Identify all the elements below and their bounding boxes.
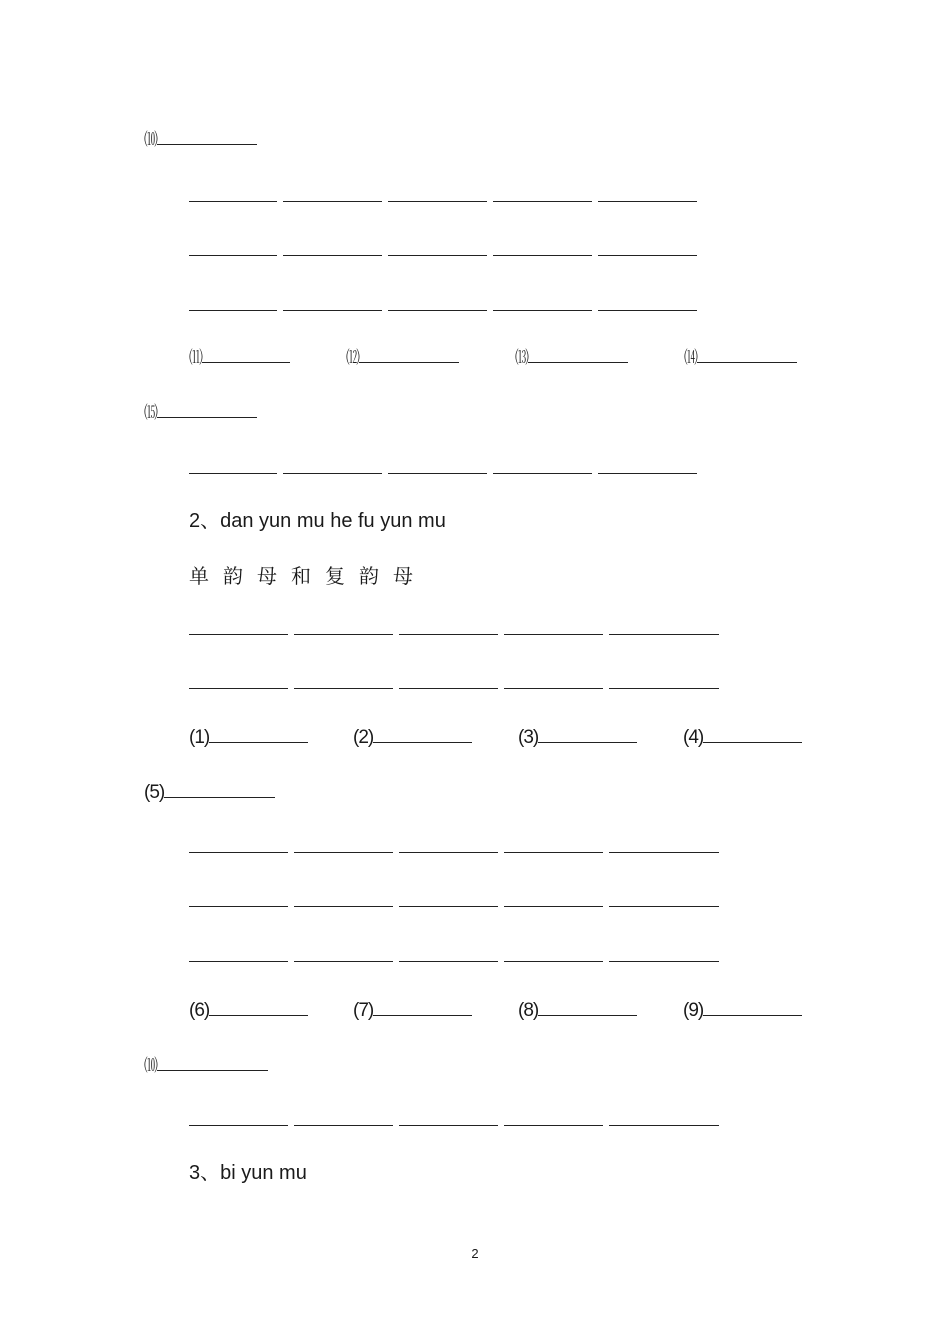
answer-blank[interactable]: [528, 344, 628, 363]
answer-blank[interactable]: [609, 943, 719, 962]
answer-blank[interactable]: [697, 344, 797, 363]
answer-blank[interactable]: [373, 724, 472, 743]
answer-blank[interactable]: [504, 888, 603, 907]
item-label: (5): [144, 782, 165, 803]
answer-blank[interactable]: [189, 616, 288, 635]
answer-blank[interactable]: [189, 888, 288, 907]
answer-blank[interactable]: [493, 455, 592, 474]
item-label: ⒀: [515, 348, 528, 367]
answer-blank[interactable]: [703, 997, 802, 1016]
answer-blank[interactable]: [609, 1107, 719, 1126]
item-label: ⒂: [144, 403, 157, 422]
answer-blank[interactable]: [609, 616, 719, 635]
answer-blank[interactable]: [598, 455, 697, 474]
answer-blank[interactable]: [504, 943, 603, 962]
answer-blank[interactable]: [504, 670, 603, 689]
item-label: (3): [518, 727, 539, 748]
item-label: ⑿: [346, 348, 359, 367]
item-label: (9): [683, 1000, 704, 1021]
answer-blank[interactable]: [189, 237, 277, 256]
answer-blank[interactable]: [493, 292, 592, 311]
item-label: ⑾: [189, 348, 202, 367]
answer-blank[interactable]: [202, 344, 290, 363]
answer-blank[interactable]: [493, 183, 592, 202]
answer-blank[interactable]: [399, 1107, 498, 1126]
answer-blank[interactable]: [538, 997, 637, 1016]
item-label: (2): [353, 727, 374, 748]
answer-blank[interactable]: [399, 888, 498, 907]
page-number: 2: [471, 1246, 479, 1261]
section-2-heading: 2、dan yun mu he fu yun mu: [189, 510, 446, 532]
answer-blank[interactable]: [157, 126, 257, 145]
answer-blank[interactable]: [388, 183, 487, 202]
answer-blank[interactable]: [609, 888, 719, 907]
answer-blank[interactable]: [157, 399, 257, 418]
answer-blank[interactable]: [504, 834, 603, 853]
answer-blank[interactable]: [399, 834, 498, 853]
answer-blank[interactable]: [283, 237, 382, 256]
answer-blank[interactable]: [399, 616, 498, 635]
answer-blank[interactable]: [598, 237, 697, 256]
answer-blank[interactable]: [189, 943, 288, 962]
answer-blank[interactable]: [504, 616, 603, 635]
answer-blank[interactable]: [189, 183, 277, 202]
answer-blank[interactable]: [294, 1107, 393, 1126]
answer-blank[interactable]: [703, 724, 802, 743]
answer-blank[interactable]: [388, 292, 487, 311]
answer-blank[interactable]: [598, 292, 697, 311]
item-label: ⑽: [144, 1056, 157, 1075]
item-label: (4): [683, 727, 704, 748]
answer-blank[interactable]: [493, 237, 592, 256]
item-label: (8): [518, 1000, 539, 1021]
item-label: ⑽: [144, 130, 157, 149]
item-label: (1): [189, 727, 210, 748]
answer-blank[interactable]: [373, 997, 472, 1016]
answer-blank[interactable]: [388, 455, 487, 474]
answer-blank[interactable]: [359, 344, 459, 363]
answer-blank[interactable]: [609, 834, 719, 853]
answer-blank[interactable]: [283, 455, 382, 474]
answer-blank[interactable]: [399, 943, 498, 962]
answer-blank[interactable]: [294, 616, 393, 635]
item-label: ⒁: [684, 348, 697, 367]
answer-blank[interactable]: [609, 670, 719, 689]
item-label: (6): [189, 1000, 210, 1021]
section-3-heading: 3、bi yun mu: [189, 1162, 307, 1184]
answer-blank[interactable]: [189, 292, 277, 311]
answer-blank[interactable]: [283, 292, 382, 311]
answer-blank[interactable]: [504, 1107, 603, 1126]
answer-blank[interactable]: [294, 888, 393, 907]
answer-blank[interactable]: [164, 779, 275, 798]
answer-blank[interactable]: [189, 834, 288, 853]
answer-blank[interactable]: [294, 834, 393, 853]
answer-blank[interactable]: [157, 1052, 268, 1071]
answer-blank[interactable]: [209, 997, 308, 1016]
answer-blank[interactable]: [189, 1107, 288, 1126]
answer-blank[interactable]: [598, 183, 697, 202]
answer-blank[interactable]: [283, 183, 382, 202]
item-label: (7): [353, 1000, 374, 1021]
answer-blank[interactable]: [189, 455, 277, 474]
answer-blank[interactable]: [399, 670, 498, 689]
answer-blank[interactable]: [294, 943, 393, 962]
answer-blank[interactable]: [189, 670, 288, 689]
answer-blank[interactable]: [388, 237, 487, 256]
section-2-chinese-title: 单韵母和复韵母: [189, 564, 427, 588]
answer-blank[interactable]: [209, 724, 308, 743]
answer-blank[interactable]: [294, 670, 393, 689]
answer-blank[interactable]: [538, 724, 637, 743]
